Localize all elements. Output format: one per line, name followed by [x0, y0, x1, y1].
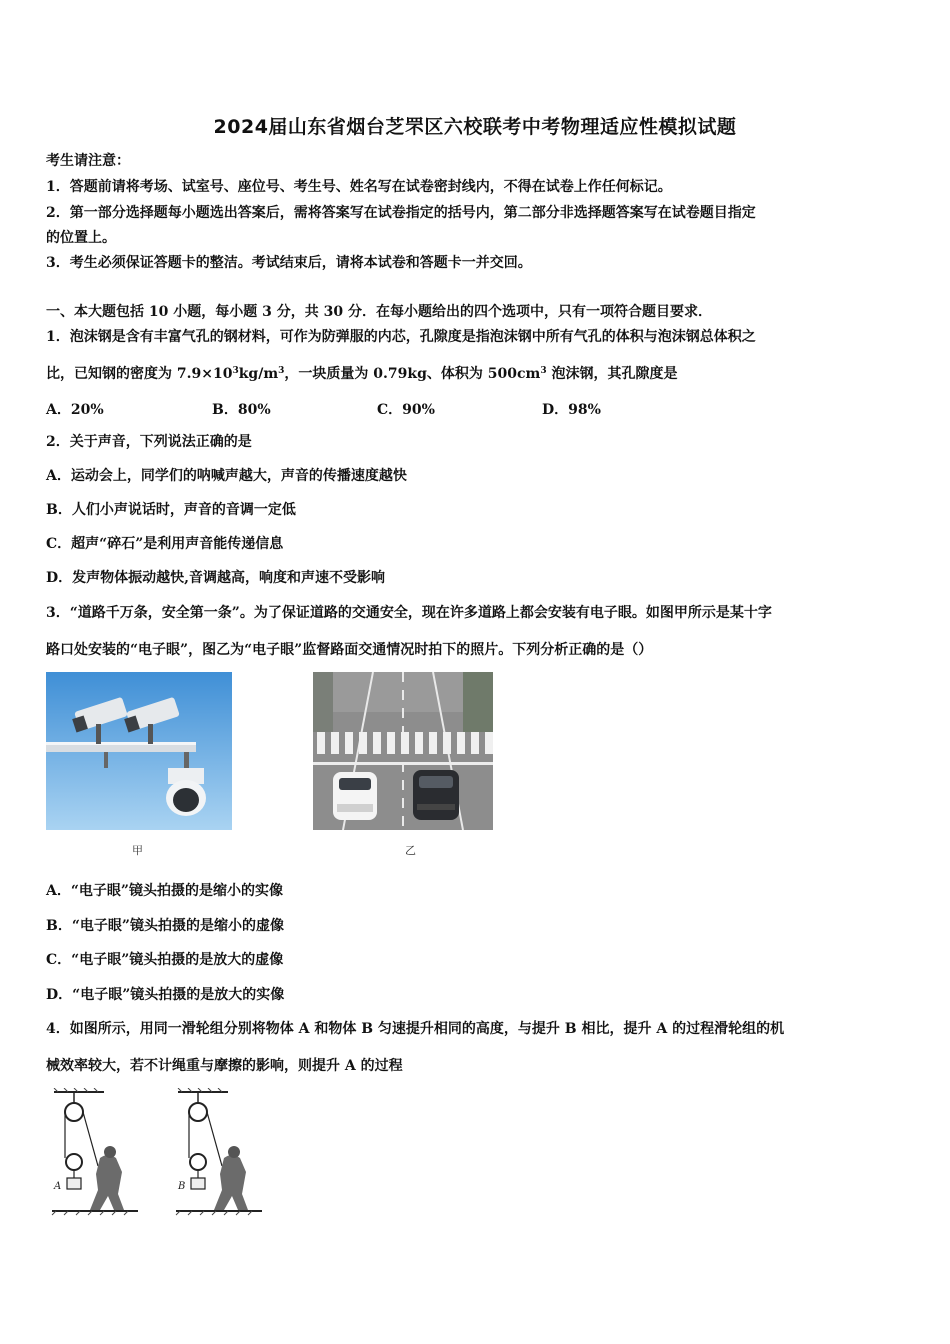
notice-item-2-cont: 的位置上。 [46, 230, 116, 246]
q3-option-d: D．“电子眼”镜头拍摄的是放大的实像 [46, 987, 285, 1003]
q3-option-c: C．“电子眼”镜头拍摄的是放大的虚像 [46, 952, 284, 968]
caption-yi: 乙 [405, 844, 416, 857]
q3-option-a: A．“电子眼”镜头拍摄的是缩小的实像 [46, 883, 283, 899]
q1-option-a: A．20% [46, 402, 104, 418]
q2-option-b: B．人们小声说话时，声音的音调一定低 [46, 502, 296, 518]
q3-option-b: B．“电子眼”镜头拍摄的是缩小的虚像 [46, 918, 284, 934]
q2-stem: 2．关于声音，下列说法正确的是 [46, 434, 252, 450]
notice-item-2: 2．第一部分选择题每小题选出答案后，需将答案写在试卷指定的括号内，第二部分非选择题答案写在试卷题目指定 [46, 205, 756, 221]
road-photo [313, 672, 493, 830]
pulley-figure-a [48, 1088, 140, 1216]
q2-option-a: A．运动会上，同学们的呐喊声越大，声音的传播速度越快 [46, 468, 407, 484]
q1-option-d: D．98% [542, 402, 601, 418]
notice-item-3: 3．考生必须保证答题卡的整洁。考试结束后，请将本试卷和答题卡一并交回。 [46, 255, 532, 271]
notice-item-1: 1．答题前请将考场、试室号、座位号、考生号、姓名写在试卷密封线内，不得在试卷上作任何标记。 [46, 179, 672, 195]
camera-photo [46, 672, 232, 830]
q3-stem-line1: 3．“道路千万条，安全第一条”。为了保证道路的交通安全，现在许多道路上都会安装有电子眼。如图甲所示是某十字 [46, 605, 772, 621]
q3-stem-line2: 路口处安装的“电子眼”，图乙为“电子眼”监督路面交通情况时拍下的照片。下列分析正确的是（） [46, 642, 653, 658]
pulley-figure-b [172, 1088, 264, 1216]
caption-jia: 甲 [132, 844, 143, 857]
q1-option-c: C．90% [377, 402, 435, 418]
q2-option-c: C．超声“碎石”是利用声音能传递信息 [46, 536, 284, 552]
q4-stem-line2: 械效率较大，若不计绳重与摩擦的影响，则提升 A 的过程 [46, 1058, 403, 1074]
notice-heading: 考生请注意： [46, 153, 130, 169]
q1-stem-line1: 1．泡沫钢是含有丰富气孔的钢材料，可作为防弹服的内芯，孔隙度是指泡沫钢中所有气孔的体积与泡沫钢总体积之 [46, 329, 756, 345]
q2-option-d: D．发声物体振动越快,音调越高，响度和声速不受影响 [46, 570, 386, 586]
pulley-label-b: B [178, 1181, 186, 1192]
q4-stem-line1: 4．如图所示，用同一滑轮组分别将物体 A 和物体 B 匀速提升相同的高度，与提升 B 相比，提升 A 的过程滑轮组的机 [46, 1021, 785, 1037]
section-heading: 一、本大题包括 10 小题，每小题 3 分，共 30 分．在每小题给出的四个选项中，只有一项符合题目要求． [46, 304, 712, 320]
q1-option-b: B．80% [212, 402, 271, 418]
q1-stem-line2: 比，已知钢的密度为 $7.9\times 10^3kg/m^3$，一块质量为 0.79kg、体积为 $500cm^3$ 泡沫钢，其孔隙度是 [46, 366, 678, 382]
pulley-label-a: A [54, 1181, 62, 1192]
exam-title: 2024届山东省烟台芝罘区六校联考中考物理适应性模拟试题 [213, 116, 737, 138]
